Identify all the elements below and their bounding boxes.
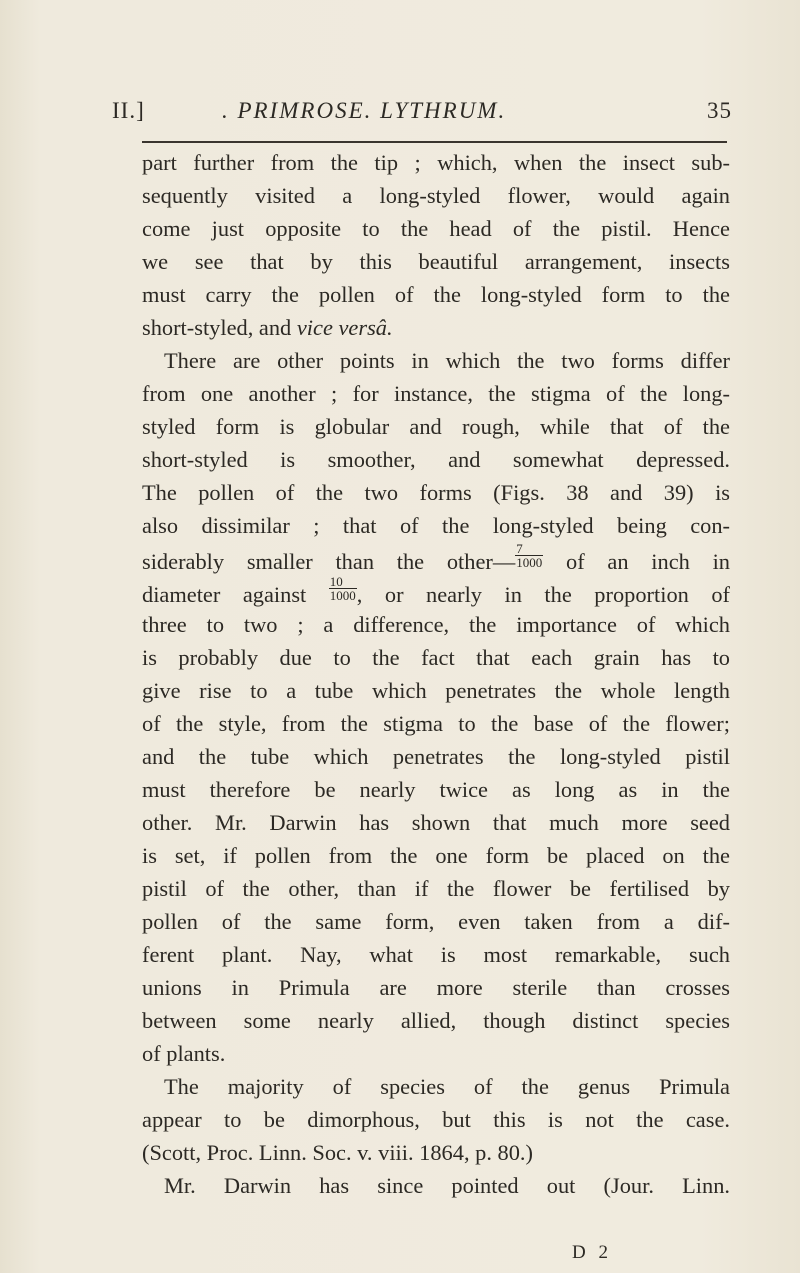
text-line: of plants. bbox=[142, 1041, 226, 1066]
text-line bbox=[142, 311, 730, 344]
text-fragment: diameter against bbox=[142, 582, 307, 607]
text-line: appear to be dimorphous, but this is not the case. bbox=[142, 1107, 730, 1132]
text-line: and the tube which penetrates the long-styled pistil bbox=[142, 744, 730, 769]
chapter-marker: II.] bbox=[112, 98, 145, 123]
text-line: short-styled is smoother, and somewhat depressed. bbox=[142, 447, 730, 472]
text-line: There are other points in which the two forms differ bbox=[164, 348, 730, 373]
text-line: come just opposite to the head of the pistil. Hence bbox=[142, 216, 730, 241]
text-line: is set, if pollen from the one form be placed on the bbox=[142, 843, 730, 868]
text-line: between some nearly allied, though distinct species bbox=[142, 1008, 730, 1033]
text-line: give rise to a tube which penetrates the whole length bbox=[142, 678, 730, 703]
text-line: also dissimilar ; that of the long-styled being con- bbox=[142, 513, 730, 538]
text-line: The majority of species of the genus Primula bbox=[164, 1074, 730, 1099]
running-head bbox=[112, 98, 732, 134]
fraction-numerator: 10 bbox=[329, 575, 357, 589]
text-line: must therefore be nearly twice as long as in the bbox=[142, 777, 730, 802]
text-line: from one another ; for instance, the stigma of the long- bbox=[142, 381, 730, 406]
text-line: sequently visited a long-styled flower, would again bbox=[142, 183, 730, 208]
text-fragment: siderably smaller than the other— bbox=[142, 549, 516, 574]
signature-mark: D 2 bbox=[572, 1242, 612, 1263]
text-line: other. Mr. Darwin has shown that much more seed bbox=[142, 810, 730, 835]
text-line: we see that by this beautiful arrangement, insects bbox=[142, 249, 730, 274]
fraction-numerator: 7 bbox=[515, 542, 543, 556]
text-line: three to two ; a difference, the importance of which bbox=[142, 612, 730, 637]
text-fragment: , or nearly in the proportion of bbox=[356, 582, 730, 607]
text-line: Mr. Darwin has since pointed out (Jour. Linn. bbox=[164, 1173, 730, 1198]
fraction-denominator: 1000 bbox=[516, 555, 543, 570]
fraction-seven-thousandths bbox=[515, 542, 543, 569]
header-rule bbox=[142, 141, 727, 143]
text-line: The pollen of the two forms (Figs. 38 and 39) is bbox=[142, 480, 730, 505]
text-line: unions in Primula are more sterile than crosses bbox=[142, 975, 730, 1000]
fraction-ten-thousandths bbox=[329, 575, 357, 602]
text-line: must carry the pollen of the long-styled form to the bbox=[142, 282, 730, 307]
text-line: is probably due to the fact that each grain has to bbox=[142, 645, 730, 670]
text-fragment: of an inch in bbox=[566, 549, 730, 574]
text-line: of the style, from the stigma to the base of the flower; bbox=[142, 711, 730, 736]
page-number: 35 bbox=[707, 98, 732, 123]
fraction-denominator: 1000 bbox=[329, 588, 356, 603]
text-line bbox=[142, 575, 730, 608]
text-line: pistil of the other, than if the flower be fertilised by bbox=[142, 876, 730, 901]
text-line: styled form is globular and rough, while that of the bbox=[142, 414, 730, 439]
italic-phrase: vice versâ. bbox=[296, 315, 393, 340]
text-line: (Scott, Proc. Linn. Soc. v. viii. 1864, p. 80.) bbox=[142, 1140, 533, 1165]
running-title: . PRIMROSE. LYTHRUM. bbox=[222, 98, 507, 123]
text-line: pollen of the same form, even taken from a dif- bbox=[142, 909, 730, 934]
body-text bbox=[142, 146, 730, 1202]
text-line: part further from the tip ; which, when the insect sub- bbox=[142, 150, 730, 175]
text-line bbox=[142, 542, 730, 575]
text-fragment: short-styled, and bbox=[142, 315, 292, 340]
text-line: ferent plant. Nay, what is most remarkable, such bbox=[142, 942, 730, 967]
